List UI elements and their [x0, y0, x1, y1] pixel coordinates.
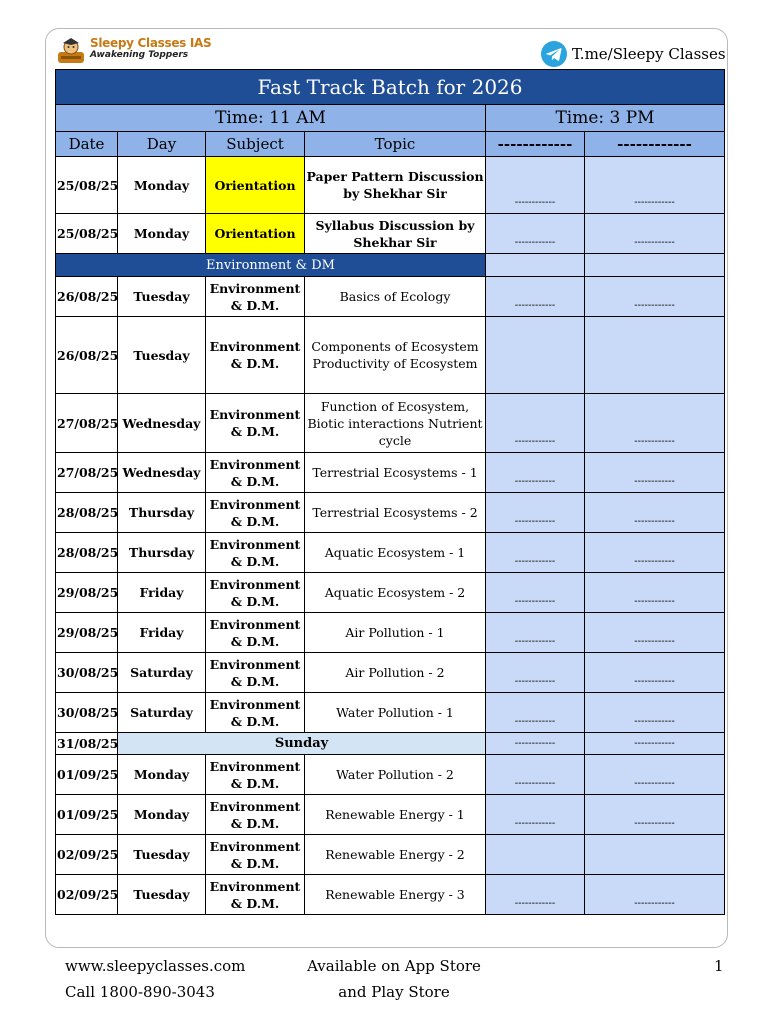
day-cell: Wednesday — [118, 453, 206, 493]
day-cell: Monday — [118, 755, 206, 795]
topic-cell: Terrestrial Ecosystems - 2 — [305, 493, 486, 533]
subject-cell: Environment & D.M. — [206, 613, 305, 653]
telegram-link[interactable] — [540, 40, 726, 68]
slot-cell: ------------ — [486, 573, 585, 613]
date-cell: 01/09/25 — [56, 795, 118, 835]
day-cell: Friday — [118, 613, 206, 653]
table-row — [56, 493, 725, 533]
table-row — [56, 835, 725, 875]
slot-cell: ------------ — [585, 533, 725, 573]
table-row — [56, 653, 725, 693]
telegram-icon — [540, 40, 568, 68]
col-header-topic: Topic — [305, 132, 486, 157]
slot-cell — [486, 835, 585, 875]
day-cell: Tuesday — [118, 835, 206, 875]
slot-cell: ------------ — [585, 755, 725, 795]
date-cell: 01/09/25 — [56, 755, 118, 795]
slot-cell — [585, 254, 725, 277]
date-cell: 27/08/25 — [56, 453, 118, 493]
sleepy-classes-logo — [56, 36, 211, 70]
slot-cell: ------------ — [585, 573, 725, 613]
slot-cell: ------------ — [585, 493, 725, 533]
footer-app-line1: Available on App Store — [307, 957, 481, 975]
topic-cell: Air Pollution - 2 — [305, 653, 486, 693]
topic-cell: Basics of Ecology — [305, 277, 486, 317]
slot-cell: ------------ — [585, 653, 725, 693]
day-cell: Tuesday — [118, 277, 206, 317]
slot-cell: ------------ — [486, 795, 585, 835]
logo-tagline: Awakening Toppers — [90, 50, 189, 60]
slot-cell: ------------ — [585, 693, 725, 733]
table-row — [56, 755, 725, 795]
subject-cell: Environment & D.M. — [206, 394, 305, 453]
subject-cell: Environment & D.M. — [206, 653, 305, 693]
date-cell: 26/08/25 — [56, 277, 118, 317]
table-row — [56, 317, 725, 394]
topic-cell: Aquatic Ecosystem - 1 — [305, 533, 486, 573]
slot-cell: ------------ — [585, 733, 725, 755]
slot-cell: ------------ — [585, 795, 725, 835]
day-cell: Thursday — [118, 493, 206, 533]
day-cell: Thursday — [118, 533, 206, 573]
col-header-date: Date — [56, 132, 118, 157]
day-cell: Tuesday — [118, 317, 206, 394]
table-row — [56, 214, 725, 254]
subject-cell: Environment & D.M. — [206, 835, 305, 875]
topic-cell: Aquatic Ecosystem - 2 — [305, 573, 486, 613]
slot-cell: ------------ — [486, 214, 585, 254]
table-row — [56, 875, 725, 915]
date-cell: 27/08/25 — [56, 394, 118, 453]
col-header-day: Day — [118, 132, 206, 157]
topic-cell: Air Pollution - 1 — [305, 613, 486, 653]
slot-cell: ------------ — [585, 875, 725, 915]
slot-cell: ------------ — [486, 453, 585, 493]
slot-cell: ------------ — [585, 214, 725, 254]
slot-cell: ------------ — [585, 157, 725, 214]
table-row — [56, 795, 725, 835]
sunday-label: Sunday — [118, 733, 486, 755]
time-3pm-header: Time: 3 PM — [486, 105, 725, 132]
date-cell: 25/08/25 — [56, 214, 118, 254]
day-cell: Monday — [118, 795, 206, 835]
slot-cell: ------------ — [585, 394, 725, 453]
footer-app-line2: and Play Store — [338, 983, 450, 1001]
topic-cell: Renewable Energy - 3 — [305, 875, 486, 915]
topic-cell: Renewable Energy - 1 — [305, 795, 486, 835]
day-cell: Saturday — [118, 653, 206, 693]
table-row — [56, 277, 725, 317]
topic-cell: Paper Pattern Discussion by Shekhar Sir — [305, 157, 486, 214]
col-header-subject: Subject — [206, 132, 305, 157]
telegram-text: T.me/Sleepy Classes — [572, 45, 726, 63]
topic-cell: Terrestrial Ecosystems - 1 — [305, 453, 486, 493]
subject-cell: Environment & D.M. — [206, 875, 305, 915]
slot-cell: ------------ — [486, 733, 585, 755]
subject-cell: Environment & D.M. — [206, 533, 305, 573]
table-row — [56, 157, 725, 214]
slot-cell — [585, 835, 725, 875]
topic-cell: Function of Ecosystem, Biotic interactions Nutrient cycle — [305, 394, 486, 453]
slot-cell: ------------ — [486, 755, 585, 795]
logo-name: Sleepy Classes IAS — [90, 36, 212, 50]
slot-cell: ------------ — [585, 277, 725, 317]
date-cell: 29/08/25 — [56, 573, 118, 613]
subject-cell: Environment & D.M. — [206, 453, 305, 493]
topic-cell: Water Pollution - 2 — [305, 755, 486, 795]
topic-cell: Water Pollution - 1 — [305, 693, 486, 733]
date-cell: 28/08/25 — [56, 533, 118, 573]
date-cell: 25/08/25 — [56, 157, 118, 214]
subject-cell: Environment & D.M. — [206, 573, 305, 613]
topic-cell: Syllabus Discussion by Shekhar Sir — [305, 214, 486, 254]
date-cell: 02/09/25 — [56, 835, 118, 875]
batch-title: Fast Track Batch for 2026 — [56, 70, 725, 105]
slot-cell: ------------ — [486, 277, 585, 317]
footer-phone: Call 1800-890-3043 — [65, 983, 215, 1001]
date-cell: 02/09/25 — [56, 875, 118, 915]
schedule-table — [55, 69, 725, 915]
day-cell: Saturday — [118, 693, 206, 733]
date-cell: 30/08/25 — [56, 693, 118, 733]
subject-cell: Environment & D.M. — [206, 277, 305, 317]
slot-cell: ------------ — [585, 613, 725, 653]
footer-app-store — [300, 953, 488, 1005]
subject-cell: Environment & D.M. — [206, 693, 305, 733]
date-cell: 29/08/25 — [56, 613, 118, 653]
slot-cell: ------------ — [486, 693, 585, 733]
slot-cell: ------------ — [486, 493, 585, 533]
date-cell: 31/08/25 — [56, 733, 118, 755]
table-row — [56, 573, 725, 613]
subject-cell: Environment & D.M. — [206, 317, 305, 394]
slot-cell: ------------ — [486, 653, 585, 693]
subject-cell: Environment & D.M. — [206, 755, 305, 795]
topic-cell: Components of Ecosystem Productivity of Ecosystem — [305, 317, 486, 394]
slot-cell: ------------ — [585, 453, 725, 493]
day-cell: Wednesday — [118, 394, 206, 453]
topic-cell: Renewable Energy - 2 — [305, 835, 486, 875]
logo-mascot-icon — [56, 36, 86, 66]
section-row — [56, 254, 725, 277]
day-cell: Monday — [118, 214, 206, 254]
date-cell: 26/08/25 — [56, 317, 118, 394]
section-environment-dm: Environment & DM — [56, 254, 486, 277]
slot-cell: ------------ — [486, 613, 585, 653]
table-row — [56, 613, 725, 653]
slot-cell — [486, 254, 585, 277]
col-header-dash-1: ------------ — [486, 132, 585, 157]
slot-cell — [486, 317, 585, 394]
slot-cell — [585, 317, 725, 394]
day-cell: Tuesday — [118, 875, 206, 915]
table-row — [56, 453, 725, 493]
slot-cell: ------------ — [486, 875, 585, 915]
sunday-row — [56, 733, 725, 755]
subject-cell: Orientation — [206, 157, 305, 214]
slot-cell: ------------ — [486, 157, 585, 214]
table-row — [56, 693, 725, 733]
day-cell: Friday — [118, 573, 206, 613]
footer-website[interactable]: www.sleepyclasses.com — [65, 957, 246, 975]
page-number: 1 — [714, 957, 724, 975]
subject-cell: Environment & D.M. — [206, 493, 305, 533]
day-cell: Monday — [118, 157, 206, 214]
subject-cell: Environment & D.M. — [206, 795, 305, 835]
col-header-dash-2: ------------ — [585, 132, 725, 157]
date-cell: 28/08/25 — [56, 493, 118, 533]
table-row — [56, 394, 725, 453]
slot-cell: ------------ — [486, 394, 585, 453]
table-row — [56, 533, 725, 573]
subject-cell: Orientation — [206, 214, 305, 254]
date-cell: 30/08/25 — [56, 653, 118, 693]
time-11am-header: Time: 11 AM — [56, 105, 486, 132]
slot-cell: ------------ — [486, 533, 585, 573]
footer-contact — [65, 953, 245, 1005]
